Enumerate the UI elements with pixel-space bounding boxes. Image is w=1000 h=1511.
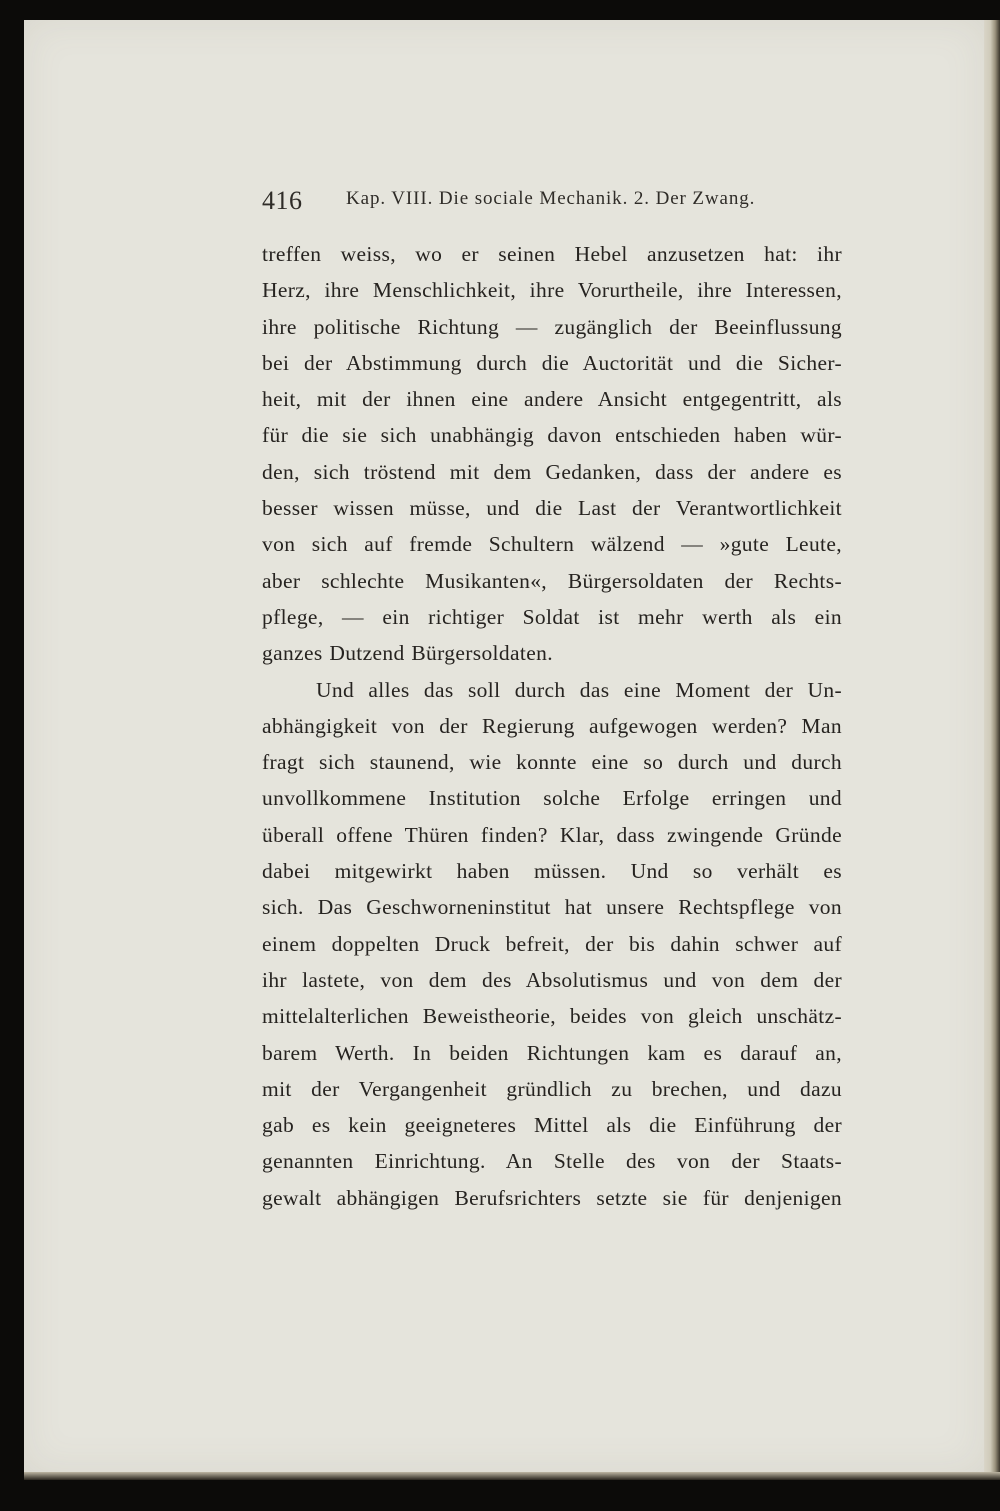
text-line: Und alles das soll durch das eine Moment der Un-: [316, 677, 842, 702]
text-line: von sich auf fremde Schultern wälzend — »gute Leute,: [262, 532, 842, 557]
page-edge-bottom: [24, 1472, 1000, 1480]
text-line: barem Werth. In beiden Richtungen kam es darauf an,: [262, 1040, 842, 1065]
text-line: gab es kein geeigneteres Mittel als die Einführung der: [262, 1113, 842, 1138]
text-line: aber schlechte Musikanten«, Bürgersoldaten der Rechts-: [262, 568, 842, 593]
running-head: [262, 184, 842, 220]
text-line: dabei mitgewirkt haben müssen. Und so verhält es: [262, 859, 842, 884]
text-line: ganzes Dutzend Bürgersoldaten.: [262, 641, 553, 666]
body-text: [262, 236, 842, 1216]
text-line: besser wissen müsse, und die Last der Verantwortlichkeit: [262, 496, 842, 521]
text-line: treffen weiss, wo er seinen Hebel anzusetzen hat: ihr: [262, 242, 842, 266]
text-line: fragt sich staunend, wie konnte eine so durch und durch: [262, 750, 842, 775]
text-line: bei der Abstimmung durch die Auctorität und die Sicher-: [262, 350, 842, 375]
page-number: 416: [262, 186, 303, 215]
text-line: ihre politische Richtung — zugänglich der Beeinflussung: [262, 314, 842, 339]
page-edge-right: [984, 20, 1000, 1472]
text-line: überall offene Thüren finden? Klar, dass zwingende Gründe: [262, 822, 842, 847]
text-line: Herz, ihre Menschlichkeit, ihre Vorurtheile, ihre Interessen,: [262, 278, 842, 303]
text-line: einem doppelten Druck befreit, der bis dahin schwer auf: [262, 931, 842, 956]
text-line: pflege, — ein richtiger Soldat ist mehr werth als ein: [262, 604, 842, 629]
text-line: gewalt abhängigen Berufsrichters setzte sie für denjenigen: [262, 1185, 842, 1210]
text-line: den, sich tröstend mit dem Gedanken, dass der andere es: [262, 459, 842, 484]
text-line: ihr lastete, von dem des Absolutismus und von dem der: [262, 967, 842, 992]
text-line: mittelalterlichen Beweistheorie, beides von gleich unschätz-: [262, 1004, 842, 1029]
text-line: für die sie sich unabhängig davon entschieden haben wür-: [262, 423, 842, 448]
text-line: heit, mit der ihnen eine andere Ansicht entgegentritt, als: [262, 387, 842, 412]
text-line: mit der Vergangenheit gründlich zu brechen, und dazu: [262, 1076, 842, 1101]
text-line: sich. Das Geschworneninstitut hat unsere Rechtspflege von: [262, 895, 842, 920]
text-line: abhängigkeit von der Regierung aufgewogen werden? Man: [262, 713, 842, 738]
running-title: Kap. VIII. Die sociale Mechanik. 2. Der Zwang.: [346, 188, 756, 209]
text-line: genannten Einrichtung. An Stelle des von der Staats-: [262, 1149, 842, 1174]
text-line: unvollkommene Institution solche Erfolge erringen und: [262, 786, 842, 811]
